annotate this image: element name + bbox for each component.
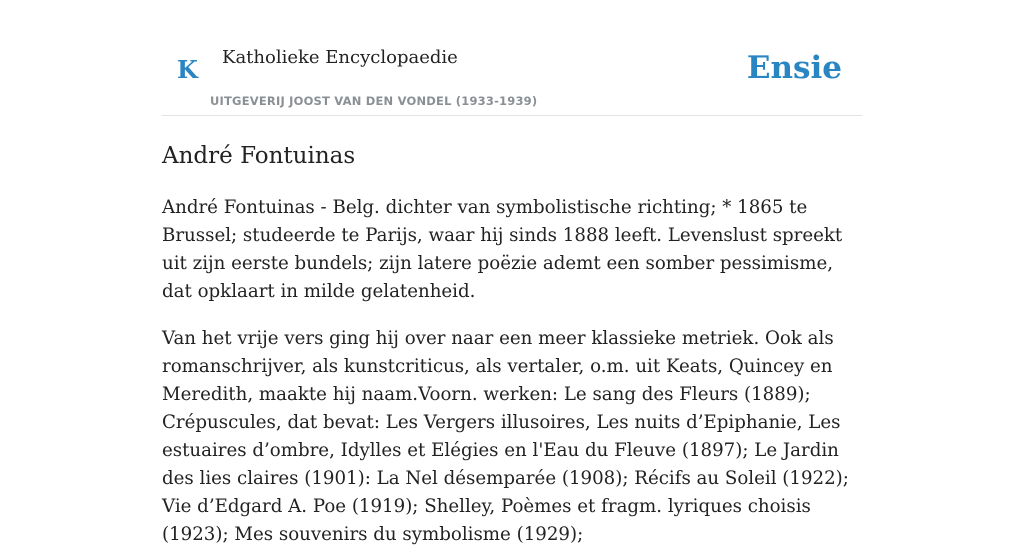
article-title: André Fontuinas <box>162 143 356 169</box>
source-subtitle: UITGEVERIJ JOOST VAN DEN VONDEL (1933-1939) <box>210 94 538 108</box>
source-logo[interactable]: K <box>177 55 198 84</box>
page <box>162 0 862 549</box>
article-paragraph: André Fontuinas - Belg. dichter van symbolistische richting; * 1865 te Brussel; studeerde te Parijs, waar hij sinds 1888 leeft. Levenslust spreekt uit zijn eerste bundels; zijn latere poëzie ademt een somber pessimisme, dat opklaart in milde gelatenheid. <box>162 197 843 302</box>
brand-logo[interactable]: Ensie <box>746 50 842 86</box>
source-header <box>162 0 862 116</box>
article-paragraph: Van het vrije vers ging hij over naar een meer klassieke metriek. Ook als romanschrijver, als kunstcriticus, als vertaler, o.m. uit Keats, Quincey en Meredith, maakte hij naam.Voorn. werken: Le sang des Fleurs (1889); Crépuscules, dat bevat: Les Vergers illusoires, Les nuits d’Epiphanie, Les estuaires d’ombre, Idylles et Elégies en l'Eau du Fleuve (1897); Le Jardin des lies claires (1901): La Nel désemparée (1908); Récifs au Soleil (1922); Vie d’Edgard A. Poe (1919); Shelley, Poèmes et fragm. lyriques choisis (1923); Mes souvenirs du symbolisme (1929); <box>162 328 849 545</box>
source-title[interactable]: Katholieke Encyclopaedie <box>222 47 458 68</box>
